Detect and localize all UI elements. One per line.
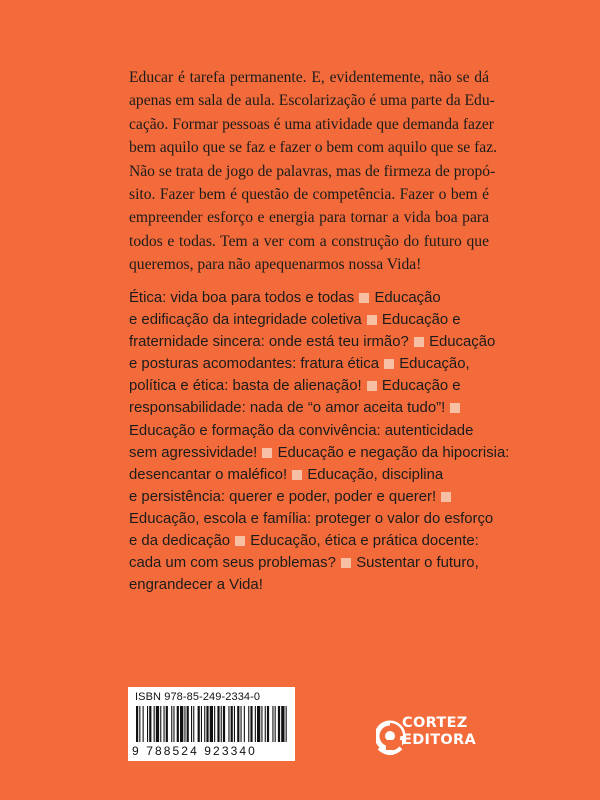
square-bullet-icon xyxy=(359,293,369,303)
topic-line xyxy=(129,464,469,486)
topic-text: e edificação da integridade coletiva xyxy=(129,312,366,329)
topic-line xyxy=(129,375,469,397)
blurb-line: queremos, para não apequenarmos nossa Vida! xyxy=(129,256,422,274)
topic-line xyxy=(129,508,494,530)
topic-text: Educação, xyxy=(399,356,470,373)
topic-line xyxy=(129,331,496,353)
blurb-line: todos e todas. Tem a ver com a construção do futuro que xyxy=(129,232,489,250)
topic-text: Educação xyxy=(374,290,441,306)
topic-text: Educação e xyxy=(381,312,461,329)
barcode-bars xyxy=(136,706,288,742)
square-bullet-icon xyxy=(441,492,451,502)
topic-line xyxy=(129,486,469,508)
barcode-digits: 9 788524 923340 xyxy=(132,744,257,758)
topic-line xyxy=(129,309,469,331)
topic-text: e posturas acomodantes: fratura ética xyxy=(129,356,384,373)
blurb-line: Não se trata de jogo de palavras, mas de firmeza de propó- xyxy=(129,162,496,180)
topic-text: política e ética: basta de alienação! xyxy=(129,378,366,395)
topic-line xyxy=(129,287,469,309)
publisher-name-line2: EDITORA xyxy=(402,732,477,748)
topics-list xyxy=(129,287,510,596)
blurb-line: sito. Fazer bem é questão de competência. Fazer o bem é xyxy=(129,186,489,204)
topic-text: Educação xyxy=(429,334,496,351)
blurb-line: apenas em sala de aula. Escolarização é uma parte da Edu- xyxy=(129,92,495,110)
topic-text: Educação e negação da hipocrisia: xyxy=(277,444,510,461)
topic-line xyxy=(129,552,479,574)
blurb-line: empreender esforço e energia para tornar a vida boa para xyxy=(129,209,489,227)
topic-text: Educação e xyxy=(381,378,461,395)
isbn-label: ISBN 978-85-249-2334-0 xyxy=(135,691,261,703)
square-bullet-icon xyxy=(292,470,302,480)
topic-text: Educação, disciplina xyxy=(307,466,444,483)
topic-text: desencantar o maléfico! xyxy=(129,466,292,483)
topic-text: Educação, ética e prática docente: xyxy=(250,533,479,550)
topic-line xyxy=(129,397,469,419)
topic-text: engrandecer a Vida! xyxy=(129,577,263,594)
blurb-line: bem aquilo que se faz e fazer o bem com aquilo que se faz. xyxy=(129,139,498,157)
topic-line xyxy=(129,420,474,442)
topic-text: Educação, escola e família: proteger o valor do esforço xyxy=(129,510,494,527)
topic-line xyxy=(129,353,469,375)
square-bullet-icon xyxy=(262,448,272,458)
barcode xyxy=(128,687,295,761)
topic-text: sem agressividade! xyxy=(129,444,262,461)
square-bullet-icon xyxy=(367,315,377,325)
topic-text: e persistência: querer e poder, poder e querer! xyxy=(129,488,441,505)
topic-line xyxy=(129,574,469,596)
topic-text: cada um com seus problemas? xyxy=(129,555,341,572)
publisher-name-line1: CORTEZ xyxy=(402,715,468,731)
square-bullet-icon xyxy=(450,403,460,413)
blurb-paragraph xyxy=(129,66,498,277)
topic-text: Educação e formação da convivência: autenticidade xyxy=(129,422,474,439)
topic-text: e da dedicação xyxy=(129,533,235,550)
topic-line xyxy=(129,442,510,464)
topic-text: Sustentar o futuro, xyxy=(356,555,479,572)
blurb-line: cação. Formar pessoas é uma atividade que demanda fazer xyxy=(129,115,494,133)
topic-text: responsabilidade: nada de “o amor aceita tudo”! xyxy=(129,400,450,417)
square-bullet-icon xyxy=(341,558,351,568)
topic-text: Ética: vida boa para todos e todas xyxy=(129,290,359,306)
square-bullet-icon xyxy=(414,337,424,347)
square-bullet-icon xyxy=(367,381,377,391)
topic-line xyxy=(129,530,479,552)
square-bullet-icon xyxy=(384,359,394,369)
square-bullet-icon xyxy=(235,536,245,546)
topic-text: fraternidade sincera: onde está teu irmão? xyxy=(129,334,413,351)
blurb-line: Educar é tarefa permanente. E, evidentemente, não se dá xyxy=(129,69,489,86)
